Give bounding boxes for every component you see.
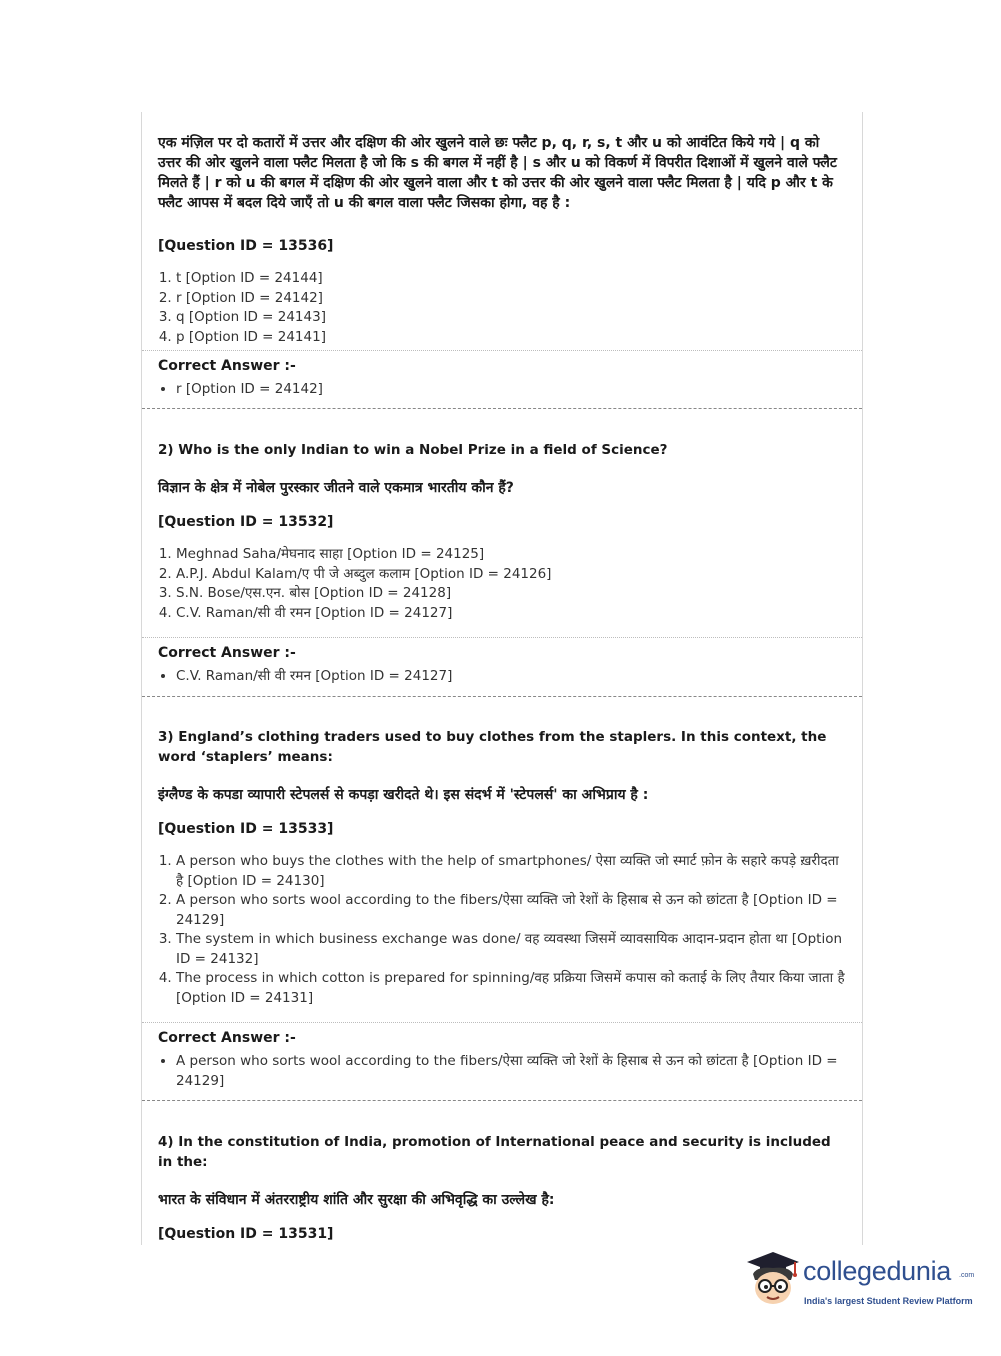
option-item: 3. q [Option ID = 24143]: [176, 308, 846, 328]
logo-wordmark: collegedunia: [803, 1256, 952, 1286]
correct-answer: • A person who sorts wool according to the fibers/ऐसा व्यक्ति जो रेशों के हिसाब से ऊन को छांटता है [Option ID = 24129]: [176, 1051, 846, 1091]
option-item: 1. A person who buys the clothes with the help of smartphones/ ऐसा व्यक्ति जो स्मार्ट फ़ोन के सहारे कपड़े ख़रीदता है [Option ID = 24130]: [176, 852, 846, 891]
question-4-hindi-text: भारत के संविधान में अंतरराष्ट्रीय शांति और सुरक्षा की अभिवृद्धि का उल्लेख है:: [158, 1192, 555, 1208]
option-item: 2. r [Option ID = 24142]: [176, 289, 846, 309]
option-item: 4. C.V. Raman/सी वी रमन [Option ID = 24127]: [176, 604, 846, 624]
divider: [142, 1022, 862, 1023]
question-3-answer: [142, 1028, 862, 1091]
logo-tagline: India's largest Student Review Platform: [804, 1296, 973, 1306]
question-1-answer: [142, 356, 862, 399]
correct-answer-list: [158, 1051, 846, 1091]
question-2-answer: [142, 643, 862, 686]
question-2-options: [158, 545, 846, 623]
logo-suffix: .com: [959, 1272, 975, 1279]
question-4-english-text: 4) In the constitution of India, promotion of International peace and security is included in the:: [158, 1134, 831, 1170]
option-item: 2. A person who sorts wool according to the fibers/ऐसा व्यक्ति जो रेशों के हिसाब से ऊन को छांटता है [Option ID = 24129]: [176, 891, 846, 930]
question-paper-frame: [141, 112, 863, 1245]
question-divider: [142, 696, 862, 697]
question-2: [142, 440, 862, 623]
question-3-english-text: 3) England’s clothing traders used to buy clothes from the staplers. In this context, the word ‘staplers’ means:: [158, 729, 827, 765]
correct-answer: • C.V. Raman/सी वी रमन [Option ID = 24127]: [176, 666, 846, 686]
option-item: 3. The system in which business exchange was done/ वह व्यवस्था जिसमें व्यावसायिक आदान-प्रदान होता था [Option ID = 24132]: [176, 930, 846, 969]
correct-answer-label: Correct Answer :-: [158, 1030, 296, 1046]
question-1: [142, 133, 862, 347]
option-item: 1. t [Option ID = 24144]: [176, 269, 846, 289]
divider: [142, 637, 862, 638]
correct-answer: • r [Option ID = 24142]: [176, 379, 846, 399]
question-4-id: [Question ID = 13531]: [158, 1226, 334, 1242]
correct-answer-list: [158, 666, 846, 686]
question-3-options: [158, 852, 846, 1008]
option-item: 4. The process in which cotton is prepared for spinning/वह प्रक्रिया जिसमें कपास को कताई के लिए तैयार किया जाता है [Option ID = 24131]: [176, 969, 846, 1008]
correct-answer-list: [158, 379, 846, 399]
option-item: 4. p [Option ID = 24141]: [176, 328, 846, 348]
mascot-icon: [743, 1248, 803, 1310]
question-3-id: [Question ID = 13533]: [158, 821, 334, 837]
question-2-english-text: 2) Who is the only Indian to win a Nobel Prize in a field of Science?: [158, 442, 668, 458]
option-item: 3. S.N. Bose/एस.एन. बोस [Option ID = 24128]: [176, 584, 846, 604]
question-2-id: [Question ID = 13532]: [158, 514, 334, 530]
question-1-options: [158, 269, 846, 347]
question-divider: [142, 408, 862, 409]
option-item: 1. Meghnad Saha/मेघनाद साहा [Option ID = 24125]: [176, 545, 846, 565]
question-1-id: [Question ID = 13536]: [158, 238, 334, 254]
question-2-hindi-text: विज्ञान के क्षेत्र में नोबेल पुरस्कार जीतने वाले एकमात्र भारतीय कौन हैं?: [158, 480, 514, 496]
question-3-hindi-text: इंग्लैण्ड के कपडा व्यापारी स्टेपलर्स से कपड़ा खरीदते थे। इस संदर्भ में 'स्टेपलर्स' का अभिप्राय है :: [158, 787, 649, 803]
question-4: [142, 1132, 862, 1244]
question-3: [142, 727, 862, 1008]
correct-answer-label: Correct Answer :-: [158, 645, 296, 661]
correct-answer-label: Correct Answer :-: [158, 358, 296, 374]
question-1-hindi-text: एक मंज़िल पर दो कतारों में उत्तर और दक्षिण की ओर खुलने वाले छः फ्लैट p, q, r, s, t और u को आवंटित किये गये | q को उत्तर की ओर खुलने वाला फ्लैट मिलता है जो कि s की बगल में नहीं है | s और u को विकर्ण में विपरीत दिशाओं में खुलने वाले फ्लैट मिलते हैं | r को u की बगल में दक्षिण की ओर खुलने वाला और t को उत्तर की ओर खुलने वाला फ्लैट मिलता है | यदि p और t के फ्लैट आपस में बदल दिये जाएँ तो u की बगल वाला फ्लैट जिसका होगा, वह है :: [158, 135, 837, 211]
option-item: 2. A.P.J. Abdul Kalam/ए पी जे अब्दुल कलाम [Option ID = 24126]: [176, 565, 846, 585]
divider: [142, 350, 862, 351]
question-divider: [142, 1100, 862, 1101]
collegedunia-logo: [743, 1248, 973, 1313]
